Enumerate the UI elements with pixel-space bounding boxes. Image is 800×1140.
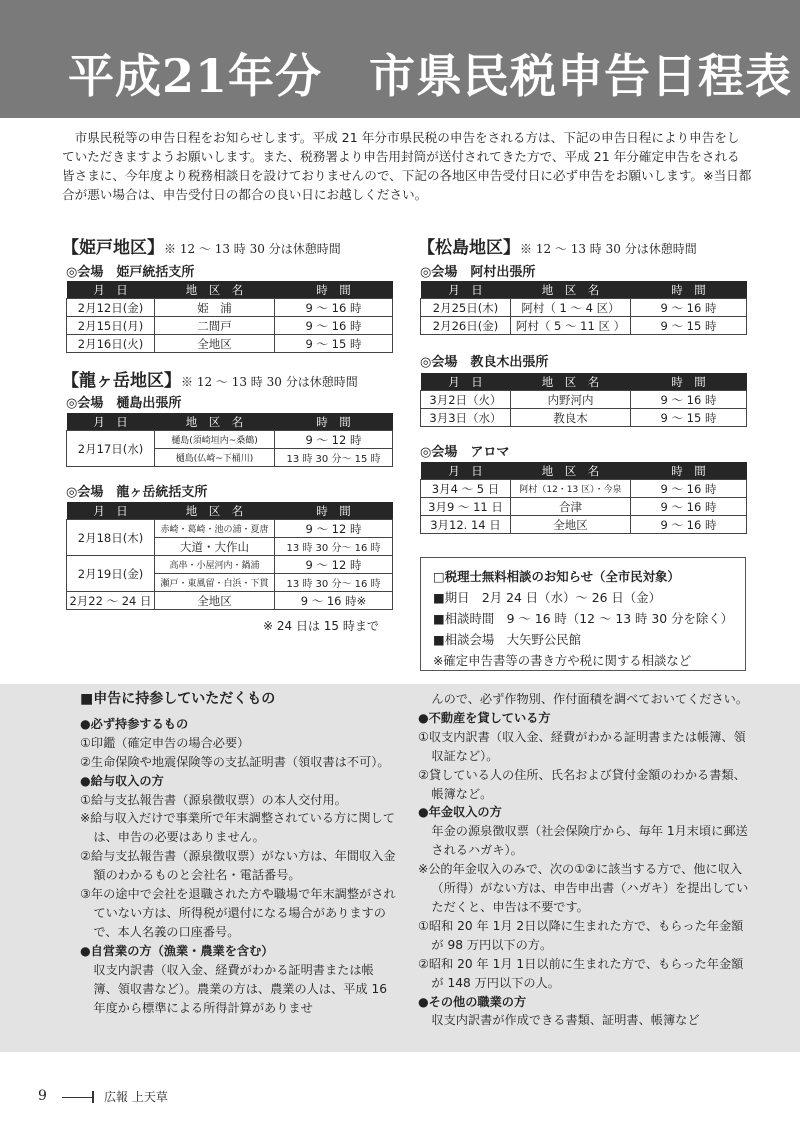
bring-item: ②昭和 20 年 1月 1日以前に生まれた方で、もらった年金額が 148 万円以下の人。: [418, 956, 744, 990]
col-time: 時 間: [275, 413, 393, 431]
table-row: [67, 431, 393, 449]
cell-time: 9 ～ 12 時: [275, 431, 393, 449]
col-date: 月 日: [67, 502, 155, 520]
bring-item: ①給与支払報告書（源泉徴収票）の本人交付用。: [80, 792, 347, 807]
col-area: 地 区 名: [511, 462, 631, 480]
tax-box-note: ※確定申告書等の書き方や税に関する相談など: [433, 653, 692, 668]
himedo-table: [66, 281, 393, 353]
bring-title: ■申告に持参していただくもの: [80, 691, 276, 707]
footer-rule: [62, 1097, 92, 1098]
table-row: [421, 516, 747, 534]
cell-area: 瀬戸・東風留・白浜・下貫: [155, 574, 275, 592]
matsushima-note: ※ 12 ～ 13 時 30 分は休憩時間: [520, 242, 697, 256]
cell-time: 9 ～ 16 時: [631, 299, 747, 317]
cell-time: 9 ～ 16 時: [631, 516, 747, 534]
col-time: 時 間: [275, 281, 393, 299]
bring-heading: ●給与収入の方: [80, 773, 164, 788]
cell-date: 2月12日(金): [67, 299, 155, 317]
tax-box-title: □税理士無料相談のお知らせ（全市民対象）: [433, 569, 680, 584]
cell-area: 阿村（ 1 ～ 4 区）: [511, 299, 631, 317]
page-title: 平成21年分 市県民税申告日程表: [68, 49, 793, 103]
cell-time: 13 時 30 分～ 16 時: [275, 574, 393, 592]
section-matsushima: [418, 233, 697, 258]
col-area: 地 区 名: [155, 413, 275, 431]
cell-area: 赤崎・葛崎・池の浦・夏唐: [155, 520, 275, 538]
table-row: [421, 498, 747, 516]
bring-heading: ●その他の職業の方: [418, 994, 527, 1009]
table-row: [67, 556, 393, 574]
bring-column-left: [80, 690, 398, 1017]
cell-time: 9 ～ 16 時: [631, 498, 747, 516]
bring-item: ②生命保険や地震保険等の支払証明書（領収書は不可）。: [80, 754, 390, 769]
bring-item: ③年の途中で会社を退職された方や職場で年末調整がされていない方は、所得税が還付になる場合がありますので、本人名義の口座番号。: [80, 887, 396, 939]
bring-item: ※公的年金収入のみで、次の①②に該当する方で、他に収入（所得）がない方は、申告申出書（ハガキ）を提出していただくと、申告は不要です。: [418, 862, 749, 914]
cell-time: 9 ～ 12 時: [275, 520, 393, 538]
bring-item: ※給与収入だけで事業所で年末調整されている方に関しては、申告の必要はありません。: [80, 811, 395, 845]
himedo-note: ※ 12 ～ 13 時 30 分は休憩時間: [164, 242, 341, 256]
col-area: 地 区 名: [155, 502, 275, 520]
cell-area: 教良木: [511, 409, 631, 427]
footer-bar: [92, 1091, 94, 1103]
table-row: [421, 317, 747, 335]
bring-item: んので、必ず作物別、作付面積を調べておいてください。: [431, 692, 749, 706]
intro-paragraph: 市県民税等の申告日程をお知らせします。平成 21 年分市県民税の申告をされる方は、下記の申告日程により申告をしていただきますようお願いします。また、税務署より申告用封筒が送付されてきた方で、平成 21 年分確定申告をされる皆さまに、今年度より税務相談日を設けておりませんので、下記の各地区申告受付日に必ず申告をお願いします。※当日都合が悪い場合は、申告受付日の都合の良い日にお越しください。: [62, 130, 752, 202]
hishima-table: [66, 413, 393, 467]
cell-time: 9 ～ 16 時: [275, 299, 393, 317]
cell-area: 高串・小屋河内・鍋浦: [155, 556, 275, 574]
tax-box-hours: ■相談時間 9 ～ 16 時（12 ～ 13 時 30 分を除く）: [433, 611, 734, 626]
aroma-table: [420, 462, 747, 534]
col-date: 月 日: [67, 281, 155, 299]
cell-area: 姫 浦: [155, 299, 275, 317]
cell-time: 9 ～ 16 時: [631, 480, 747, 498]
tax-consultation-box: [420, 557, 746, 671]
table-row: [67, 317, 393, 335]
col-area: 地 区 名: [511, 373, 631, 391]
bring-item: ②貸している人の住所、氏名および貸付金額のわかる書類、帳簿など。: [418, 767, 746, 801]
cell-area: 全地区: [155, 335, 275, 353]
table-row: [421, 391, 747, 409]
cell-date: 2月15日(月): [67, 317, 155, 335]
ryugatake-venue-1: ◎会場 樋島出張所: [66, 396, 182, 411]
cell-time: 9 ～ 15 時: [631, 409, 747, 427]
himedo-title: 【姫戸地区】: [62, 238, 164, 258]
bring-item: ①印鑑（確定申告の場合必要）: [80, 735, 250, 750]
cell-area: 樋島(須崎垣内~桑鶴): [155, 431, 275, 449]
cell-date: 2月16日(火): [67, 335, 155, 353]
bring-item: ②給与支払報告書（源泉徴収票）がない方は、年間収入金額のわかるものと会社名・電話番号。: [80, 849, 396, 883]
bring-item: ①収支内訳書（収入金、経費がわかる証明書または帳簿、領収証など）。: [418, 729, 746, 763]
cell-date: 2月18日(木): [67, 520, 155, 556]
col-time: 時 間: [275, 502, 393, 520]
ryugatake-venue-2: ◎会場 龍ヶ岳統括支所: [66, 485, 208, 500]
cell-area: 阿村（ 5 ～ 11 区 ）: [511, 317, 631, 335]
table-row: [421, 480, 747, 498]
kyoragi-table: [420, 373, 747, 427]
page-number: 9: [38, 1088, 47, 1104]
cell-area: 内野河内: [511, 391, 631, 409]
ryugatake-title: 【龍ヶ岳地区】: [62, 371, 181, 391]
cell-date: 2月19日(金): [67, 556, 155, 592]
cell-time: 9 ～ 15 時: [631, 317, 747, 335]
table-row: [421, 409, 747, 427]
table-row: [67, 299, 393, 317]
cell-date: 3月4 ～ 5 日: [421, 480, 511, 498]
table-row: [67, 520, 393, 538]
publication-name: 広報 上天草: [104, 1090, 168, 1104]
bring-item: 年金の源泉徴収票（社会保険庁から、毎年 1月末頃に郵送されるハガキ）。: [431, 824, 748, 858]
table-row: [67, 592, 393, 610]
cell-time: 9 ～ 16 時※: [275, 592, 393, 610]
cell-time: 13 時 30 分～ 16 時: [275, 538, 393, 556]
section-himedo: [62, 233, 341, 258]
cell-time: 9 ～ 16 時: [275, 317, 393, 335]
bring-heading: ●必ず持参するもの: [80, 716, 189, 731]
bring-heading: ●不動産を貸している方: [418, 710, 551, 725]
cell-area: 大道・大作山: [155, 538, 275, 556]
cell-date: 3月9 ～ 11 日: [421, 498, 511, 516]
cell-area: 阿村（12・13 区）・今泉: [511, 480, 631, 498]
cell-time: 9 ～ 16 時: [631, 391, 747, 409]
bring-item: ①昭和 20 年 1月 2日以降に生まれた方で、もらった年金額が 98 万円以下の方。: [418, 918, 744, 952]
cell-area: 全地区: [511, 516, 631, 534]
amura-table: [420, 281, 747, 335]
cell-date: 3月12. 14 日: [421, 516, 511, 534]
cell-date: 2月22 ～ 24 日: [67, 592, 155, 610]
col-date: 月 日: [67, 413, 155, 431]
cell-date: 2月17日(水): [67, 431, 155, 467]
bring-column-right: [418, 690, 752, 1030]
cell-date: 2月25日(木): [421, 299, 511, 317]
cell-area: 二間戸: [155, 317, 275, 335]
matsushima-venue-1: ◎会場 阿村出張所: [420, 265, 536, 280]
cell-time: 9 ～ 12 時: [275, 556, 393, 574]
ryugatake-table: [66, 502, 393, 610]
himedo-venue: ◎会場 姫戸統括支所: [66, 265, 195, 280]
col-time: 時 間: [631, 373, 747, 391]
tax-box-venue: ■相談会場 大矢野公民館: [433, 632, 582, 647]
footnote-24: ※ 24 日は 15 時まで: [263, 619, 379, 633]
bring-item: 収支内訳書が作成できる書類、証明書、帳簿など: [431, 1013, 700, 1028]
cell-area: 樋島(仏崎~下桶川): [155, 449, 275, 467]
bring-heading: ●自営業の方（漁業・農業を含む）: [80, 943, 274, 958]
col-time: 時 間: [631, 462, 747, 480]
table-row: [421, 299, 747, 317]
table-row: [67, 335, 393, 353]
bring-item: 収支内訳書（収入金、経費がわかる証明書または帳簿、領収書など）。農業の方は、農業の人は、平成 16 年度から標準による所得計算がありませ: [93, 962, 388, 1015]
ryugatake-note: ※ 12 ～ 13 時 30 分は休憩時間: [181, 375, 358, 389]
matsushima-venue-3: ◎会場 アロマ: [420, 445, 510, 460]
col-time: 時 間: [631, 281, 747, 299]
cell-time: 13 時 30 分～ 15 時: [275, 449, 393, 467]
cell-date: 3月2日（火）: [421, 391, 511, 409]
col-date: 月 日: [421, 373, 511, 391]
bring-heading: ●年金収入の方: [418, 805, 502, 820]
col-area: 地 区 名: [155, 281, 275, 299]
matsushima-venue-2: ◎会場 教良木出張所: [420, 355, 549, 370]
matsushima-title: 【松島地区】: [418, 238, 520, 258]
cell-area: 合津: [511, 498, 631, 516]
section-ryugatake: [62, 366, 358, 391]
cell-time: 9 ～ 15 時: [275, 335, 393, 353]
tax-box-date: ■期日 2月 24 日（水）～ 26 日（金）: [433, 590, 661, 605]
col-date: 月 日: [421, 462, 511, 480]
col-date: 月 日: [421, 281, 511, 299]
cell-date: 2月26日(金): [421, 317, 511, 335]
col-area: 地 区 名: [511, 281, 631, 299]
cell-date: 3月3日（水）: [421, 409, 511, 427]
header-band: [0, 0, 800, 118]
cell-area: 全地区: [155, 592, 275, 610]
